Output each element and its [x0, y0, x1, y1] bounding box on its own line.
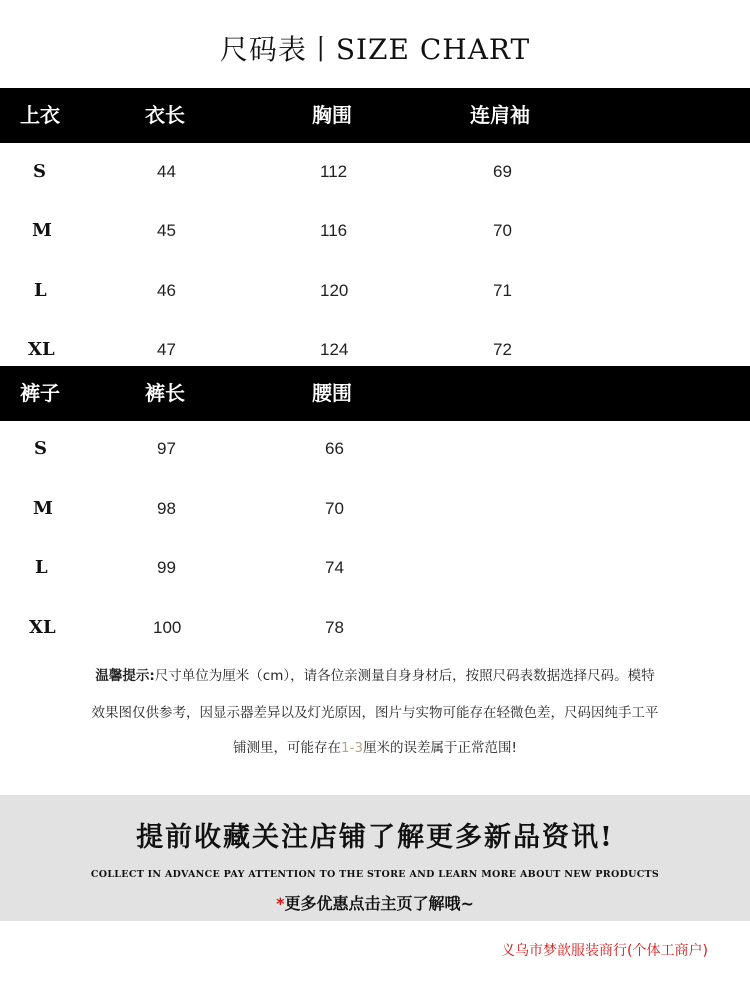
table-cell: 69: [493, 162, 512, 181]
size-label: S: [33, 161, 46, 182]
table-row: [0, 613, 750, 643]
table-cell: 47: [157, 340, 176, 359]
table-cell: 112: [320, 162, 348, 181]
note-line-2: 效果图仅供参考，因显示器差异以及灯光原因，图片与实物可能存在轻微色差，尺码因纯手工平: [91, 705, 659, 721]
table-cell: 124: [320, 340, 349, 359]
note-text-3a: 铺测里，可能存在: [233, 740, 341, 756]
table-cell: 70: [493, 221, 512, 240]
table-cell: 70: [325, 499, 344, 518]
table-row: [0, 553, 750, 583]
table-row: [0, 335, 750, 365]
table-cell: 46: [157, 281, 176, 300]
banner-subtitle: COLLECT IN ADVANCE PAY ATTENTION TO THE STORE AND LEARN MORE ABOUT NEW PRODUCTS: [90, 869, 660, 880]
size-label: S: [34, 438, 47, 459]
pants-header-bar: [0, 366, 750, 421]
table-cell: 99: [157, 558, 176, 577]
header-pants: 裤子: [20, 381, 60, 405]
table-row: [0, 276, 750, 306]
table-row: [0, 434, 750, 464]
note-label: 温馨提示:: [95, 668, 155, 684]
note-text-1: 尺寸单位为厘米（cm），请各位亲测量自身身材后，按照尺码表数据选择尺码。模特: [154, 668, 655, 684]
header-waist: 腰围: [312, 381, 352, 405]
note-line-1: [0, 664, 750, 684]
header-chest: 胸围: [312, 103, 352, 127]
table-cell: 45: [157, 221, 176, 240]
note-accent: 1-3: [341, 740, 364, 756]
size-label: XL: [28, 339, 55, 360]
size-label: L: [35, 557, 48, 578]
note-text-3b: 厘米的误差属于正常范围!: [363, 740, 517, 756]
table-cell: 66: [325, 439, 344, 458]
table-cell: 72: [493, 340, 512, 359]
tops-header-bar: [0, 88, 750, 143]
table-cell: 98: [157, 499, 176, 518]
size-label: L: [34, 280, 47, 301]
table-cell: 100: [153, 618, 182, 637]
header-pants-length: 裤长: [145, 381, 185, 405]
table-cell: 97: [157, 439, 176, 458]
shop-name: 义乌市梦歆服装商行(个体工商户): [501, 943, 708, 959]
table-cell: 74: [325, 558, 344, 577]
header-length: 衣长: [145, 103, 185, 127]
table-row: [0, 494, 750, 524]
table-cell: 116: [320, 221, 348, 240]
table-cell: 78: [325, 618, 344, 637]
table-row: [0, 157, 750, 187]
size-label: M: [32, 220, 52, 241]
header-sleeve: 连肩袖: [470, 103, 530, 127]
size-label: XL: [29, 617, 56, 638]
page-title: 尺码表丨SIZE CHART: [219, 33, 531, 66]
banner-cta[interactable]: [0, 891, 750, 914]
banner-headline: 提前收藏关注店铺了解更多新品资讯!: [136, 822, 614, 853]
banner-cta-text: 更多优惠点击主页了解哦~: [284, 894, 474, 913]
size-label: M: [33, 498, 53, 519]
note-line-3: [0, 736, 750, 756]
table-row: [0, 216, 750, 246]
follow-banner: [0, 795, 750, 921]
table-cell: 120: [320, 281, 349, 300]
table-cell: 71: [493, 281, 512, 300]
star-mark: *: [276, 894, 285, 913]
table-cell: 44: [157, 162, 176, 181]
header-top: 上衣: [20, 103, 60, 127]
